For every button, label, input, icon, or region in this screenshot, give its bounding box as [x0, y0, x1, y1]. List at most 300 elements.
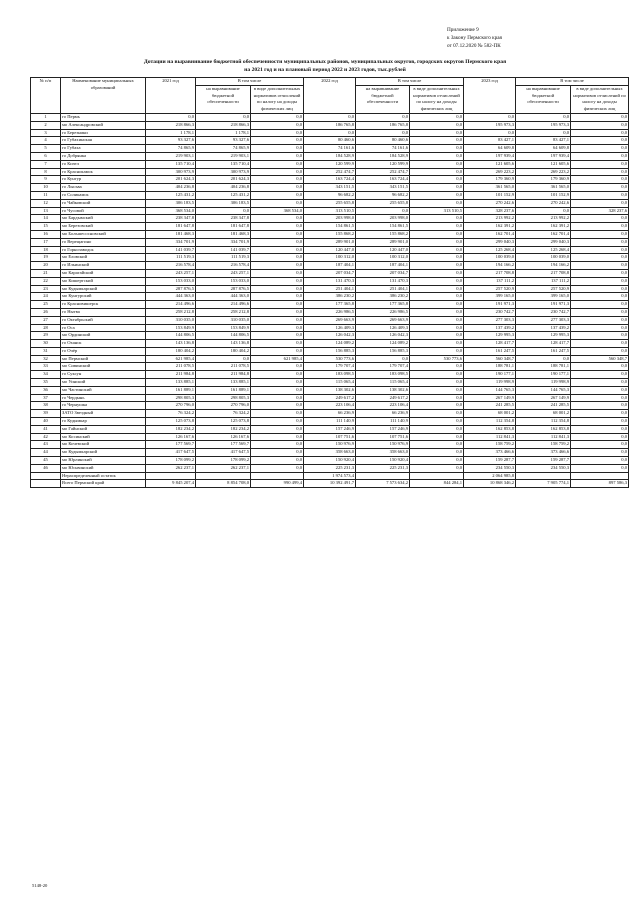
- value-cell: 190 177,1: [516, 371, 571, 379]
- value-cell: 0,0: [571, 418, 629, 426]
- value-cell: 249 617,2: [304, 394, 356, 402]
- row-number-cell: 29: [31, 332, 61, 340]
- row-number-cell: 3: [31, 129, 61, 137]
- value-cell: 207 034,7: [356, 269, 410, 277]
- value-cell: 299 040,3: [464, 238, 516, 246]
- value-cell: 0,0: [571, 301, 629, 309]
- value-cell: 101 152,9: [516, 191, 571, 199]
- value-cell: 0,0: [410, 308, 464, 316]
- value-cell: 143 136,8: [146, 340, 196, 348]
- value-cell: 0,0: [571, 246, 629, 254]
- table-row: [31, 347, 629, 355]
- value-cell: 255 655,8: [304, 199, 356, 207]
- municipality-cell: мо Кудымкарский: [61, 449, 146, 457]
- value-cell: 161 889,1: [196, 386, 251, 394]
- value-cell: 225 231,3: [304, 464, 356, 472]
- value-cell: 0,0: [571, 371, 629, 379]
- value-cell: 258 212,8: [196, 308, 251, 316]
- value-cell: 159 287,7: [464, 457, 516, 465]
- value-cell: 530 773,6: [304, 355, 356, 363]
- value-cell: [356, 472, 410, 480]
- value-cell: 131 470,3: [356, 277, 410, 285]
- value-cell: 178 099,2: [196, 457, 251, 465]
- table-row: [31, 207, 629, 215]
- value-cell: 135 710,4: [146, 160, 196, 168]
- value-cell: 186 765,8: [356, 121, 410, 129]
- value-cell: 0,0: [251, 425, 304, 433]
- value-cell: 155 868,2: [304, 230, 356, 238]
- table-row: [31, 230, 629, 238]
- table-row: [31, 386, 629, 394]
- value-cell: 560 348,7: [571, 355, 629, 363]
- value-cell: 223 106,4: [304, 402, 356, 410]
- table-row: [31, 308, 629, 316]
- table-row: [31, 379, 629, 387]
- document-title: [90, 58, 560, 74]
- value-cell: 277 303,3: [516, 316, 571, 324]
- value-cell: 126 409,3: [356, 324, 410, 332]
- value-cell: 216 578,4: [146, 262, 196, 270]
- value-cell: 163 724,4: [356, 176, 410, 184]
- municipality-cell: мо Кочевский: [61, 441, 146, 449]
- table-row: [31, 145, 629, 153]
- value-cell: 306 183,5: [146, 199, 196, 207]
- value-cell: 267 149,9: [464, 394, 516, 402]
- value-cell: 125 268,4: [516, 246, 571, 254]
- value-cell: 126 167,6: [146, 433, 196, 441]
- table-row: [31, 363, 629, 371]
- row-number-cell: 35: [31, 379, 61, 387]
- value-cell: 444 363,0: [196, 293, 251, 301]
- value-cell: 162 391,2: [464, 223, 516, 231]
- value-cell: 0,0: [571, 277, 629, 285]
- value-cell: 194 166,2: [464, 262, 516, 270]
- value-cell: 66 236,9: [304, 410, 356, 418]
- row-number-cell: 39: [31, 410, 61, 418]
- value-cell: 0,0: [571, 308, 629, 316]
- value-cell: 111 519,3: [196, 254, 251, 262]
- value-cell: 243 257,1: [196, 269, 251, 277]
- value-cell: 157 246,9: [356, 425, 410, 433]
- row-number-cell: 17: [31, 238, 61, 246]
- table-row: [31, 425, 629, 433]
- value-cell: 0,0: [410, 223, 464, 231]
- value-cell: 0,0: [410, 371, 464, 379]
- value-cell: 186 765,8: [304, 121, 356, 129]
- value-cell: 0,0: [251, 254, 304, 262]
- value-cell: 182 234,2: [196, 425, 251, 433]
- value-cell: 188 781,1: [464, 363, 516, 371]
- row-number-cell: 21: [31, 269, 61, 277]
- value-cell: 218 866,3: [196, 121, 251, 129]
- value-cell: 328 237,6: [571, 207, 629, 215]
- value-cell: 144 806,5: [146, 332, 196, 340]
- value-cell: 0,0: [410, 301, 464, 309]
- value-cell: 74 161,6: [356, 145, 410, 153]
- value-cell: 137 111,2: [516, 277, 571, 285]
- municipality-cell: го Очёр: [61, 347, 146, 355]
- value-cell: 0,0: [410, 402, 464, 410]
- value-cell: 2 064 985,8: [464, 472, 516, 480]
- value-cell: 0,0: [571, 199, 629, 207]
- value-cell: 66 236,9: [356, 410, 410, 418]
- value-cell: 0,0: [251, 246, 304, 254]
- value-cell: 417 647,5: [196, 449, 251, 457]
- municipality-cell: го Горнозаводск: [61, 246, 146, 254]
- table-row: [31, 301, 629, 309]
- value-cell: 241 285,5: [464, 402, 516, 410]
- value-cell: 0,0: [571, 340, 629, 348]
- municipality-cell: го Соликамск: [61, 191, 146, 199]
- municipality-cell: го Березники: [61, 129, 146, 137]
- value-cell: 0,0: [251, 137, 304, 145]
- table-row: [31, 269, 629, 277]
- value-cell: 120 447,0: [356, 246, 410, 254]
- row-number-cell: 33: [31, 363, 61, 371]
- municipality-cell: мо Березовский: [61, 223, 146, 231]
- footer-code: 5148-20: [32, 883, 48, 888]
- value-cell: 74 865,9: [196, 145, 251, 153]
- value-cell: 0,0: [251, 152, 304, 160]
- value-cell: 267 149,9: [516, 394, 571, 402]
- value-cell: 0,0: [410, 269, 464, 277]
- row-number-cell: 26: [31, 308, 61, 316]
- value-cell: [196, 472, 251, 480]
- municipality-cell: мо Ординский: [61, 332, 146, 340]
- value-cell: 0,0: [571, 379, 629, 387]
- value-cell: 179 707,4: [304, 363, 356, 371]
- value-cell: 68 001,2: [516, 410, 571, 418]
- value-cell: 0,0: [571, 425, 629, 433]
- table-row: [31, 199, 629, 207]
- value-cell: 334 701,9: [196, 238, 251, 246]
- row-number-cell: [31, 472, 61, 480]
- value-cell: 197 939,4: [464, 152, 516, 160]
- municipality-cell: го Октябрьский: [61, 316, 146, 324]
- value-cell: 252 474,7: [356, 168, 410, 176]
- value-cell: 124 089,2: [304, 340, 356, 348]
- value-cell: 80 460,6: [356, 137, 410, 145]
- municipality-cell: мо Юсьвинский: [61, 464, 146, 472]
- value-cell: 179 707,4: [356, 363, 410, 371]
- value-cell: 112 354,8: [464, 418, 516, 426]
- value-cell: 300 973,9: [146, 168, 196, 176]
- value-cell: 100 312,0: [356, 254, 410, 262]
- value-cell: 0,0: [410, 184, 464, 192]
- value-cell: 0,0: [251, 394, 304, 402]
- value-cell: 258 212,8: [146, 308, 196, 316]
- value-cell: 154 861,5: [356, 223, 410, 231]
- value-cell: 0,0: [571, 152, 629, 160]
- row-number-cell: 40: [31, 418, 61, 426]
- value-cell: 560 348,7: [464, 355, 516, 363]
- value-cell: 226 986,5: [304, 308, 356, 316]
- municipality-cell: мо Кишертский: [61, 277, 146, 285]
- municipality-cell: го Краснокамск: [61, 168, 146, 176]
- value-cell: 197 939,4: [516, 152, 571, 160]
- header-2023: 2023 год: [464, 78, 516, 114]
- value-cell: 0,0: [571, 386, 629, 394]
- table-row: [31, 464, 629, 472]
- value-cell: 0,0: [251, 113, 304, 121]
- table-row: [31, 394, 629, 402]
- row-number-cell: 15: [31, 223, 61, 231]
- value-cell: 0,0: [251, 449, 304, 457]
- value-cell: 0,0: [251, 184, 304, 192]
- table-row: [31, 402, 629, 410]
- value-cell: 135 710,4: [196, 160, 251, 168]
- row-number-cell: 8: [31, 168, 61, 176]
- value-cell: 0,0: [251, 332, 304, 340]
- value-cell: 10 392 491,7: [304, 480, 356, 488]
- value-cell: 0,0: [251, 316, 304, 324]
- value-cell: 7 905 774,1: [516, 480, 571, 488]
- value-cell: 0,0: [410, 410, 464, 418]
- value-cell: 0,0: [410, 379, 464, 387]
- value-cell: 298 805,3: [146, 394, 196, 402]
- table-row: [31, 340, 629, 348]
- value-cell: 223 106,4: [356, 402, 410, 410]
- value-cell: 180 404,2: [146, 347, 196, 355]
- value-cell: 188 781,1: [516, 363, 571, 371]
- value-cell: 177 569,7: [146, 441, 196, 449]
- value-cell: 125 073,8: [146, 418, 196, 426]
- subsidy-table: [30, 77, 629, 488]
- row-number-cell: 24: [31, 293, 61, 301]
- row-number-cell: 42: [31, 433, 61, 441]
- value-cell: 126 167,6: [196, 433, 251, 441]
- value-cell: 0,0: [410, 457, 464, 465]
- table-row: [31, 433, 629, 441]
- value-cell: 0,0: [251, 410, 304, 418]
- value-cell: 187 404,1: [304, 262, 356, 270]
- value-cell: 203 998,0: [356, 215, 410, 223]
- value-cell: 131 470,3: [304, 277, 356, 285]
- value-cell: 0,0: [571, 449, 629, 457]
- municipality-cell: го Добрянка: [61, 152, 146, 160]
- row-number-cell: 23: [31, 285, 61, 293]
- value-cell: 111 140,9: [304, 418, 356, 426]
- row-number-cell: 37: [31, 394, 61, 402]
- value-cell: 0,0: [571, 262, 629, 270]
- value-cell: 0,0: [251, 464, 304, 472]
- header-incl-2021: В том числе: [196, 78, 304, 86]
- value-cell: 255 655,8: [356, 199, 410, 207]
- value-cell: [571, 472, 629, 480]
- value-cell: 195 973,3: [464, 121, 516, 129]
- value-cell: 0,0: [251, 168, 304, 176]
- value-cell: 0,0: [251, 386, 304, 394]
- value-cell: 373 466,6: [464, 449, 516, 457]
- value-cell: 0,0: [196, 355, 251, 363]
- value-cell: 530 773,6: [410, 355, 464, 363]
- value-cell: 129 995,3: [516, 332, 571, 340]
- value-cell: 216 578,4: [196, 262, 251, 270]
- value-cell: 0,0: [304, 113, 356, 121]
- value-cell: 0,0: [410, 121, 464, 129]
- value-cell: 0,0: [410, 277, 464, 285]
- value-cell: 211 984,8: [146, 371, 196, 379]
- value-cell: 230 742,7: [516, 308, 571, 316]
- value-cell: 115 065,4: [304, 379, 356, 387]
- municipality-cell: го Чусовой: [61, 207, 146, 215]
- value-cell: 0,0: [571, 410, 629, 418]
- value-cell: 138 302,6: [356, 386, 410, 394]
- value-cell: 0,0: [571, 160, 629, 168]
- row-number-cell: 18: [31, 246, 61, 254]
- value-cell: 0,0: [410, 176, 464, 184]
- value-cell: 143 136,8: [196, 340, 251, 348]
- municipality-cell: мо Александровский: [61, 121, 146, 129]
- value-cell: 270 796,0: [196, 402, 251, 410]
- value-cell: 125 073,8: [196, 418, 251, 426]
- value-cell: 0,0: [410, 145, 464, 153]
- value-cell: 252 474,7: [304, 168, 356, 176]
- value-cell: 0,0: [251, 230, 304, 238]
- value-cell: 203 998,0: [304, 215, 356, 223]
- value-cell: 0,0: [571, 145, 629, 153]
- value-cell: 251 404,1: [304, 285, 356, 293]
- table-row: [31, 137, 629, 145]
- value-cell: 269 223,2: [516, 168, 571, 176]
- value-cell: 150 976,9: [356, 441, 410, 449]
- table-row: [31, 418, 629, 426]
- value-cell: 0,0: [410, 332, 464, 340]
- value-cell: 0,0: [251, 176, 304, 184]
- row-number-cell: 19: [31, 254, 61, 262]
- value-cell: 269 223,2: [464, 168, 516, 176]
- table-row: [31, 184, 629, 192]
- value-cell: 0,0: [410, 137, 464, 145]
- value-cell: 226 986,5: [356, 308, 410, 316]
- value-cell: 0,0: [571, 293, 629, 301]
- value-cell: 83 427,1: [516, 137, 571, 145]
- value-cell: 217 708,8: [516, 269, 571, 277]
- value-cell: 119 998,9: [464, 379, 516, 387]
- value-cell: 219 903,1: [196, 152, 251, 160]
- value-cell: 257 520,9: [516, 285, 571, 293]
- annex-line: от 07.12.2020 № 582-ПК: [447, 43, 501, 49]
- value-cell: 334 701,9: [146, 238, 196, 246]
- value-cell: 368 534,0: [251, 207, 304, 215]
- value-cell: 107 751,6: [356, 433, 410, 441]
- table-row: [31, 480, 629, 488]
- value-cell: 0,0: [464, 129, 516, 137]
- municipality-cell: го Верещагино: [61, 238, 146, 246]
- row-number-cell: 11: [31, 191, 61, 199]
- value-cell: 0,0: [251, 293, 304, 301]
- value-cell: 0,0: [251, 441, 304, 449]
- value-cell: 121 605,6: [516, 160, 571, 168]
- value-cell: 234 550,3: [464, 464, 516, 472]
- value-cell: 0,0: [251, 363, 304, 371]
- value-cell: 0,0: [410, 324, 464, 332]
- value-cell: 163 724,4: [304, 176, 356, 184]
- value-cell: 225 231,3: [356, 464, 410, 472]
- row-number-cell: 41: [31, 425, 61, 433]
- municipality-cell: го Чердынь: [61, 394, 146, 402]
- value-cell: 0,0: [516, 355, 571, 363]
- value-cell: 177 569,7: [196, 441, 251, 449]
- value-cell: 0,0: [410, 449, 464, 457]
- value-cell: 64 609,8: [464, 145, 516, 153]
- value-cell: 211 078,5: [196, 363, 251, 371]
- value-cell: 0,0: [251, 433, 304, 441]
- value-cell: 0,0: [146, 113, 196, 121]
- value-cell: 0,0: [571, 191, 629, 199]
- value-cell: 144 765,3: [464, 386, 516, 394]
- value-cell: 126 409,3: [304, 324, 356, 332]
- value-cell: 0,0: [571, 176, 629, 184]
- municipality-cell: го Лысьва: [61, 184, 146, 192]
- value-cell: 0,0: [571, 402, 629, 410]
- municipality-cell: мо Карагайский: [61, 269, 146, 277]
- value-cell: 83 427,1: [464, 137, 516, 145]
- table-row: [31, 316, 629, 324]
- header-name: Наименование муниципальных образований: [61, 78, 146, 114]
- value-cell: 621 985,4: [146, 355, 196, 363]
- value-cell: 7 573 634,2: [356, 480, 410, 488]
- value-cell: 112 841,3: [464, 433, 516, 441]
- value-cell: 133 885,1: [146, 379, 196, 387]
- value-cell: 0,0: [251, 129, 304, 137]
- value-cell: 182 234,2: [146, 425, 196, 433]
- value-cell: 181 647,8: [146, 223, 196, 231]
- value-cell: 218 866,3: [146, 121, 196, 129]
- value-cell: 0,0: [410, 285, 464, 293]
- row-number-cell: [31, 480, 61, 488]
- value-cell: 125 431,2: [146, 191, 196, 199]
- value-cell: 0,0: [251, 340, 304, 348]
- value-cell: 0,0: [410, 386, 464, 394]
- municipality-cell: го Чайковский: [61, 199, 146, 207]
- value-cell: 269 663,9: [356, 316, 410, 324]
- value-cell: 343 151,5: [304, 184, 356, 192]
- value-cell: 0,0: [571, 464, 629, 472]
- value-cell: 243 257,1: [146, 269, 196, 277]
- table-row: [31, 152, 629, 160]
- value-cell: 444 363,0: [146, 293, 196, 301]
- value-cell: 0,0: [251, 223, 304, 231]
- row-number-cell: 34: [31, 371, 61, 379]
- value-cell: 262 237,1: [196, 464, 251, 472]
- value-cell: 158 759,2: [464, 441, 516, 449]
- value-cell: 0,0: [251, 301, 304, 309]
- value-cell: 269 663,9: [304, 316, 356, 324]
- value-cell: 100 312,0: [304, 254, 356, 262]
- value-cell: 76 324,2: [196, 410, 251, 418]
- value-cell: 270 242,6: [464, 199, 516, 207]
- value-cell: 156 885,3: [356, 347, 410, 355]
- value-cell: 120 599,9: [304, 160, 356, 168]
- value-cell: 310 035,0: [196, 316, 251, 324]
- value-cell: 201 624,3: [196, 176, 251, 184]
- value-cell: 0,0: [251, 160, 304, 168]
- value-cell: 0,0: [251, 379, 304, 387]
- row-number-cell: 46: [31, 464, 61, 472]
- value-cell: 179 360,9: [464, 176, 516, 184]
- value-cell: 0,0: [571, 168, 629, 176]
- value-cell: 262 237,1: [146, 464, 196, 472]
- value-cell: 298 805,3: [196, 394, 251, 402]
- value-cell: 0,0: [410, 168, 464, 176]
- value-cell: 0,0: [251, 347, 304, 355]
- value-cell: 194 166,2: [516, 262, 571, 270]
- value-cell: 238 347,8: [196, 215, 251, 223]
- value-cell: 0,0: [571, 363, 629, 371]
- value-cell: 100 039,0: [516, 254, 571, 262]
- value-cell: 184 528,9: [304, 152, 356, 160]
